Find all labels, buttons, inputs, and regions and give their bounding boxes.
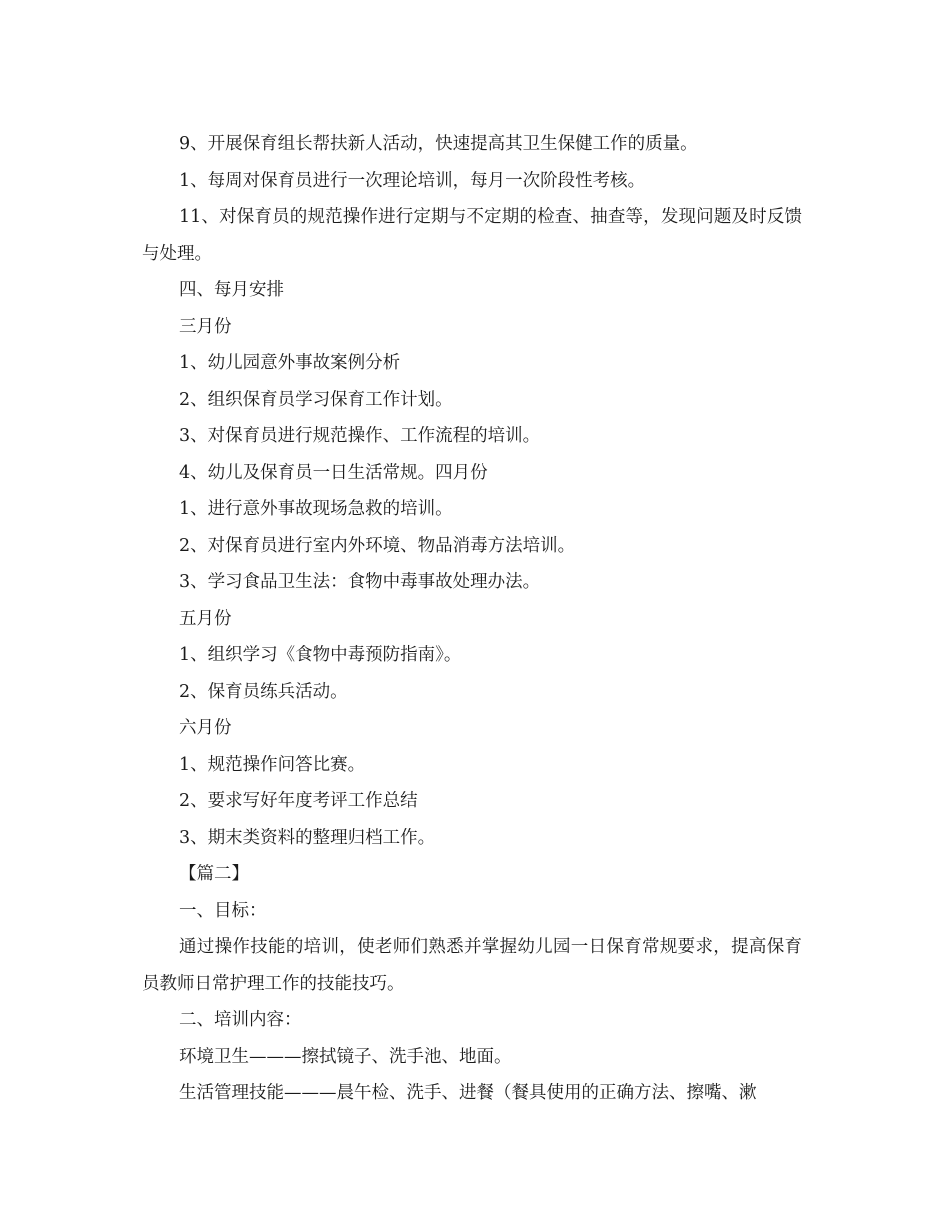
month-heading: 六月份	[179, 718, 232, 738]
paragraph: 9、开展保育组长帮扶新人活动，快速提高其卫生保健工作的质量。	[179, 134, 698, 154]
paragraph: 1、幼儿园意外事故案例分析	[179, 353, 401, 373]
paragraph: 1、进行意外事故现场急救的培训。	[179, 499, 453, 519]
section-heading: 四、每月安排	[179, 280, 284, 300]
month-heading: 三月份	[179, 316, 232, 337]
paragraph: 生活管理技能———晨午检、洗手、进餐（餐具使用的正确方法、擦嘴、漱	[179, 1083, 757, 1103]
paragraph: 1、每周对保育员进行一次理论培训，每月一次阶段性考核。	[179, 170, 646, 191]
paragraph: 2、对保育员进行室内外环境、物品消毒方法培训。	[179, 535, 576, 556]
paragraph: 4、幼儿及保育员一日生活常规。四月份	[179, 462, 488, 483]
month-heading: 五月份	[179, 608, 232, 629]
paragraph: 1、规范操作问答比赛。	[179, 754, 366, 775]
paragraph: 通过操作技能的培训，使老师们熟悉并掌握幼儿园一日保育常规要求，提高保育员教师日常护理工作的技能技巧。	[142, 937, 802, 994]
paragraph: 1、组织学习《食物中毒预防指南》。	[179, 645, 462, 665]
document-body	[142, 126, 802, 1112]
paragraph: 2、保育员练兵活动。	[179, 681, 348, 702]
paragraph: 3、对保育员进行规范操作、工作流程的培训。	[179, 426, 541, 446]
paragraph: 3、期末类资料的整理归档工作。	[179, 827, 436, 848]
part-heading: 【篇二】	[179, 864, 249, 884]
paragraph: 环境卫生———擦拭镜子、洗手池、地面。	[179, 1046, 512, 1067]
paragraph: 2、组织保育员学习保育工作计划。	[179, 389, 453, 410]
paragraph: 11、对保育员的规范操作进行定期与不定期的检查、抽查等，发现问题及时反馈与处理。	[142, 207, 802, 264]
section-heading: 一、目标：	[179, 900, 267, 921]
paragraph: 3、学习食品卫生法：食物中毒事故处理办法。	[179, 572, 541, 592]
paragraph: 2、要求写好年度考评工作总结	[179, 791, 418, 811]
section-heading: 二、培训内容：	[179, 1010, 302, 1030]
